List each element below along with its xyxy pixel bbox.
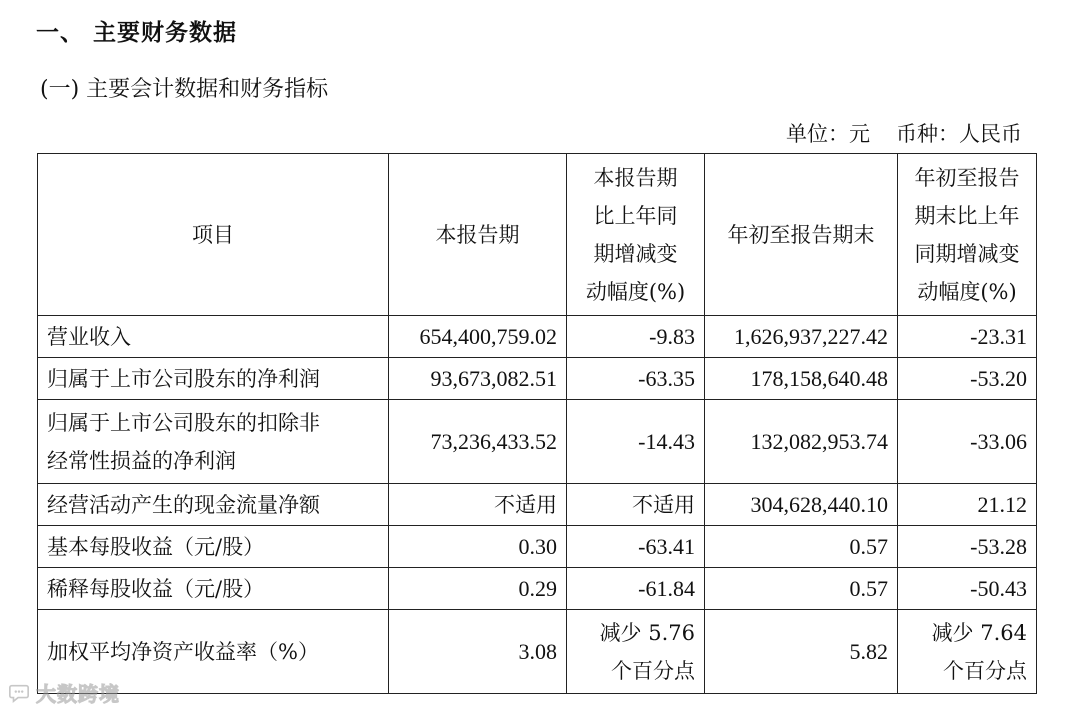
row-ytd: 0.57: [705, 568, 898, 610]
row-ytd: 1,626,937,227.42: [705, 316, 898, 358]
row-current: 93,673,082.51: [389, 358, 567, 400]
row-item: 营业收入: [38, 316, 389, 358]
row-current-change: 不适用: [567, 484, 705, 526]
row-ytd-change: 21.12: [898, 484, 1037, 526]
row-item: 归属于上市公司股东的扣除非 经常性损益的净利润: [38, 400, 389, 484]
header-ytd: 年初至报告期末: [705, 154, 898, 316]
row-current: 3.08: [389, 610, 567, 694]
row-current-change: -14.43: [567, 400, 705, 484]
row-ytd: 304,628,440.10: [705, 484, 898, 526]
row-ytd: 178,158,640.48: [705, 358, 898, 400]
subsection-heading: (一) 主要会计数据和财务指标: [40, 77, 329, 102]
row-current: 不适用: [389, 484, 567, 526]
row-item: 基本每股收益（元/股）: [38, 526, 389, 568]
row-item: 加权平均净资产收益率（%）: [38, 610, 389, 694]
table-row: [38, 358, 1037, 400]
row-ytd-change: 减少 7.64 个百分点: [898, 610, 1037, 694]
header-current-change: 本报告期 比上年同 期增减变 动幅度(%): [567, 154, 705, 316]
row-current-change: -61.84: [567, 568, 705, 610]
chat-bubble-logo-icon: [8, 682, 30, 704]
row-item: 经营活动产生的现金流量净额: [38, 484, 389, 526]
row-ytd-change: -50.43: [898, 568, 1037, 610]
header-current-period: 本报告期: [389, 154, 567, 316]
table-row: [38, 316, 1037, 358]
table-row: [38, 568, 1037, 610]
row-ytd-change: -53.28: [898, 526, 1037, 568]
row-item: 归属于上市公司股东的净利润: [38, 358, 389, 400]
row-current-change: 减少 5.76 个百分点: [567, 610, 705, 694]
currency-label: 币种：人民币: [896, 122, 1022, 146]
row-ytd: 5.82: [705, 610, 898, 694]
row-ytd: 0.57: [705, 526, 898, 568]
section-heading: 一、 主要财务数据: [36, 19, 238, 46]
unit-currency-line: [786, 118, 1022, 148]
row-current: 0.30: [389, 526, 567, 568]
table-row: [38, 484, 1037, 526]
header-ytd-change: 年初至报告 期末比上年 同期增减变 动幅度(%): [898, 154, 1037, 316]
row-current: 0.29: [389, 568, 567, 610]
row-ytd-change: -23.31: [898, 316, 1037, 358]
watermark-text: 大数跨境: [36, 682, 120, 706]
financial-data-table: [37, 153, 1037, 694]
header-item: 项目: [38, 154, 389, 316]
row-current: 73,236,433.52: [389, 400, 567, 484]
watermark: [8, 678, 120, 707]
row-ytd: 132,082,953.74: [705, 400, 898, 484]
row-current-change: -63.35: [567, 358, 705, 400]
table-row: [38, 610, 1037, 694]
table-row: [38, 526, 1037, 568]
row-item: 稀释每股收益（元/股）: [38, 568, 389, 610]
row-current: 654,400,759.02: [389, 316, 567, 358]
row-ytd-change: -33.06: [898, 400, 1037, 484]
row-current-change: -9.83: [567, 316, 705, 358]
table-row: [38, 400, 1037, 484]
table-header-row: [38, 154, 1037, 316]
row-ytd-change: -53.20: [898, 358, 1037, 400]
unit-label: 单位：元: [786, 122, 870, 146]
row-current-change: -63.41: [567, 526, 705, 568]
